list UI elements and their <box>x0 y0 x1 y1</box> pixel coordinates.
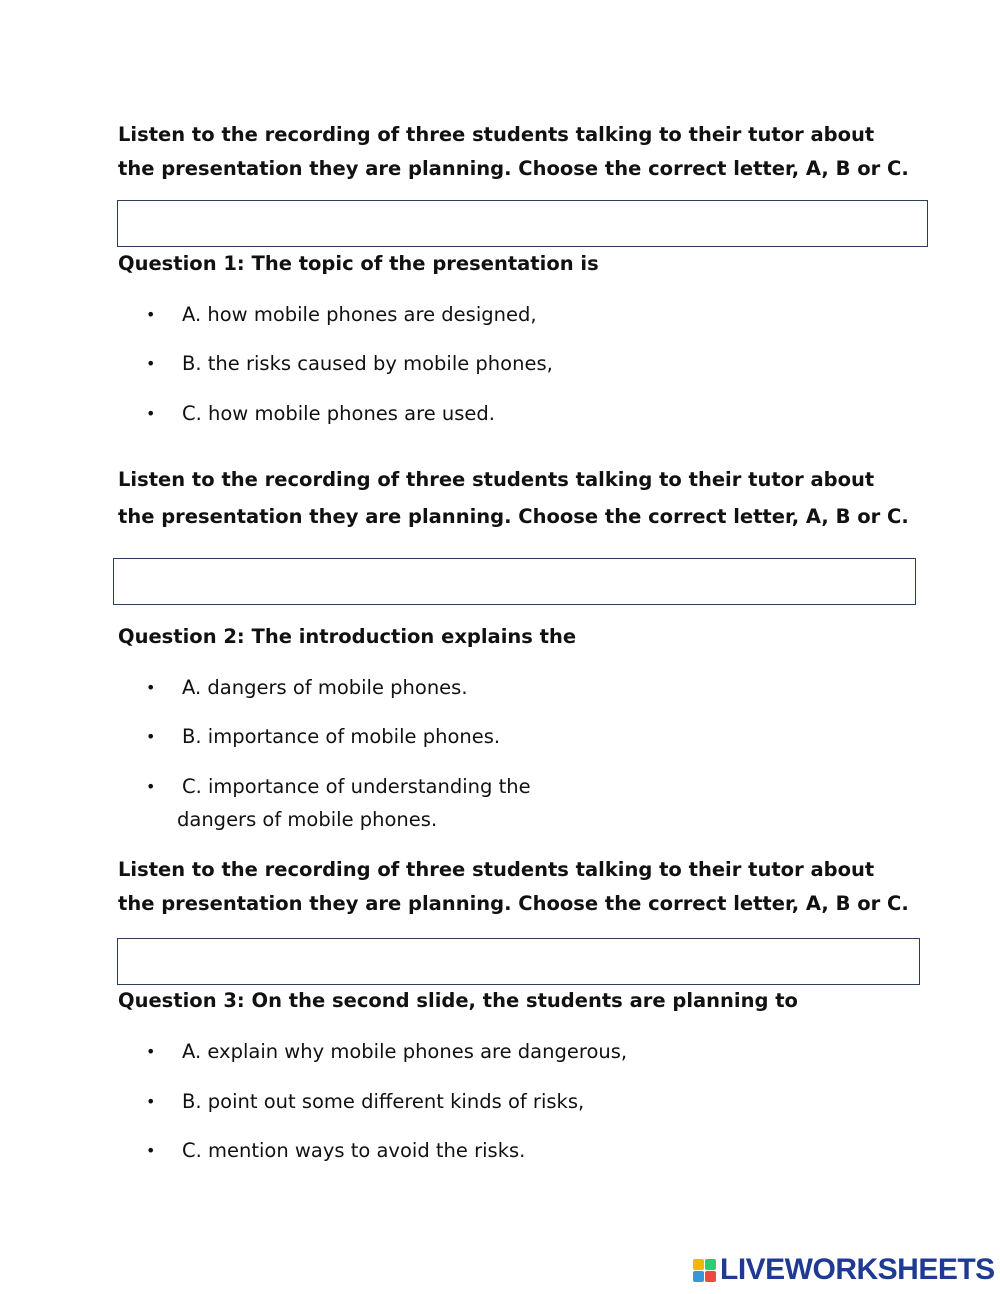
logo-tile <box>705 1259 716 1270</box>
option-text: A. dangers of mobile phones. <box>182 676 468 699</box>
bullet: • <box>146 678 156 697</box>
bullet: • <box>146 404 156 423</box>
bullet: • <box>146 305 156 324</box>
option-text: A. explain why mobile phones are dangerous, <box>182 1040 628 1063</box>
option-text: C. how mobile phones are used. <box>182 402 495 425</box>
question-3: Question 3: On the second slide, the students are planning to <box>118 989 798 1012</box>
logo-tile <box>705 1271 716 1282</box>
option-text: C. importance of understanding the <box>182 775 531 798</box>
instructions-3 <box>118 853 918 921</box>
option-text: B. the risks caused by mobile phones, <box>182 352 553 375</box>
question-1: Question 1: The topic of the presentation is <box>118 252 599 275</box>
question-2: Question 2: The introduction explains the <box>118 625 577 648</box>
logo-tile <box>693 1259 704 1270</box>
answer-input-2[interactable] <box>113 558 916 605</box>
answer-input-3[interactable] <box>117 938 920 985</box>
instructions-line: Listen to the recording of three students talking to their tutor about <box>118 858 875 881</box>
bullet: • <box>146 1092 156 1111</box>
option-text-continued: dangers of mobile phones. <box>177 808 438 831</box>
bullet: • <box>146 777 156 796</box>
logo-tile <box>693 1271 704 1282</box>
liveworksheets-logo <box>693 1253 995 1286</box>
instructions-line: Listen to the recording of three students talking to their tutor about <box>118 123 875 146</box>
bullet: • <box>146 354 156 373</box>
option-text: B. importance of mobile phones. <box>182 725 501 748</box>
liveworksheets-logo-icon <box>693 1259 716 1282</box>
bullet: • <box>146 727 156 746</box>
instructions-line: the presentation they are planning. Choose the correct letter, A, B or C. <box>118 157 909 180</box>
instructions-2 <box>118 461 918 535</box>
option-text: C. mention ways to avoid the risks. <box>182 1139 526 1162</box>
bullet: • <box>146 1141 156 1160</box>
instructions-line: the presentation they are planning. Choose the correct letter, A, B or C. <box>118 892 909 915</box>
bullet: • <box>146 1042 156 1061</box>
instructions-line: Listen to the recording of three students talking to their tutor about <box>118 468 875 491</box>
option-text: A. how mobile phones are designed, <box>182 303 537 326</box>
answer-input-1[interactable] <box>117 200 928 247</box>
instructions-1 <box>118 118 918 186</box>
logo-text: LIVEWORKSHEETS <box>720 1253 995 1286</box>
instructions-line: the presentation they are planning. Choose the correct letter, A, B or C. <box>118 505 909 528</box>
option-text: B. point out some different kinds of risks, <box>182 1090 585 1113</box>
